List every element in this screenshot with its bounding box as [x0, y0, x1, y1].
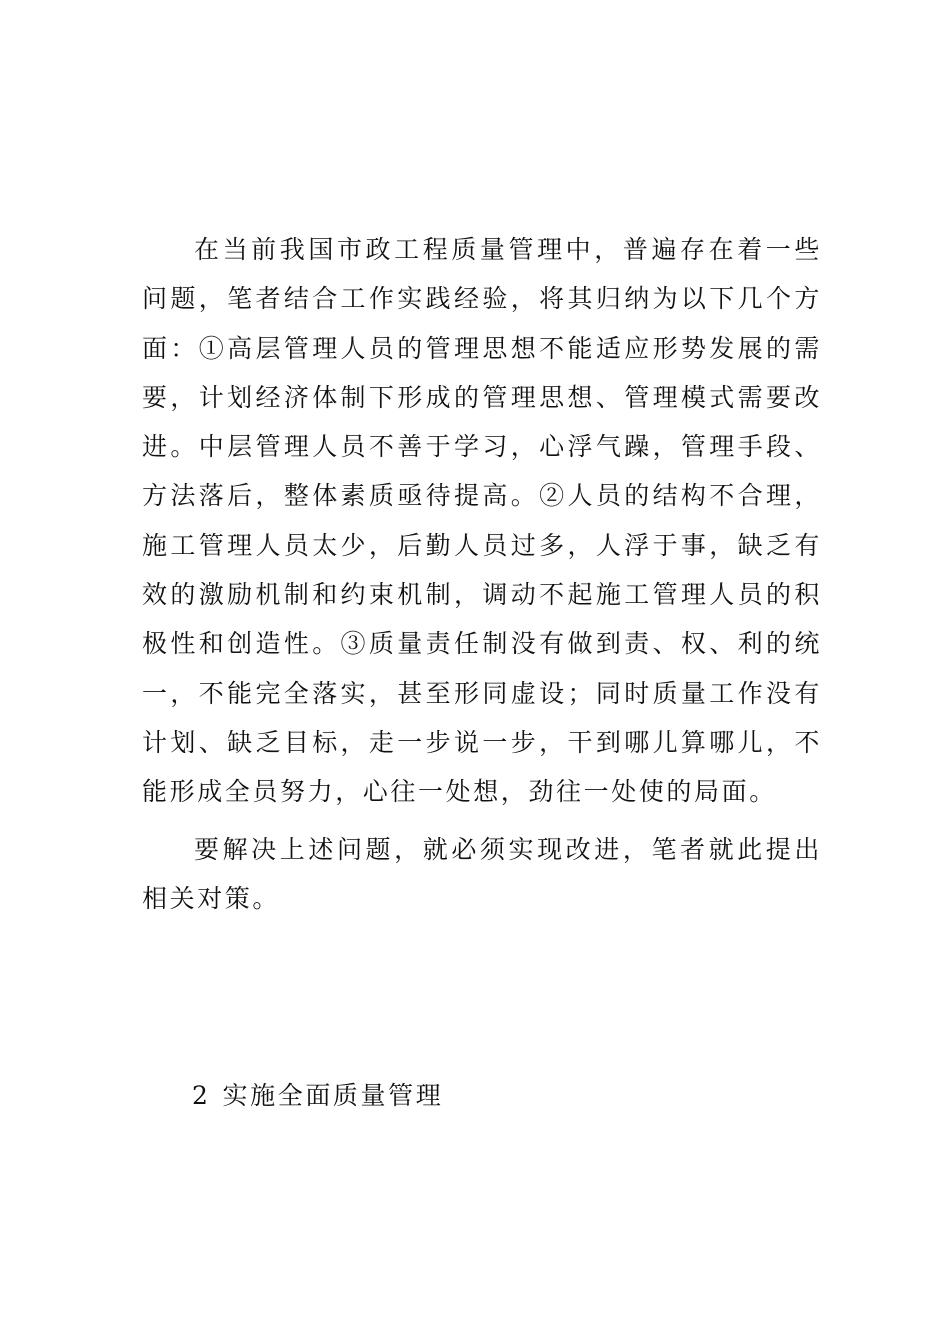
body-paragraph-solutions: 要解决上述问题，就必须实现改进，笔者就此提出相关对策。 — [142, 835, 822, 914]
body-paragraph-problems: 在当前我国市政工程质量管理中，普遍存在着一些问题，笔者结合工作实践经验，将其归纳为以下几个方面：①高层管理人员的管理思想不能适应形势发展的需要，计划经济体制下形成的管理思想、管理模式需要改进。中层管理人员不善于学习，心浮气躁，管理手段、方法落后，整体素质亟待提高。②人员的结构不合理，施工管理人员太少，后勤人员过多，人浮于事，缺乏有效的激励机制和约束机制，调动不起施工管理人员的积极性和创造性。③质量责任制没有做到责、权、利的统一，不能完全落实，甚至形同虚设；同时质量工作没有计划、缺乏目标，走一步说一步，干到哪儿算哪儿，不能形成全员努力，心往一处想，劲往一处使的局面。 — [142, 235, 822, 807]
section-heading — [192, 1076, 443, 1116]
section-number: 2 — [192, 1081, 211, 1110]
section-title: 实施全面质量管理 — [222, 1081, 444, 1110]
